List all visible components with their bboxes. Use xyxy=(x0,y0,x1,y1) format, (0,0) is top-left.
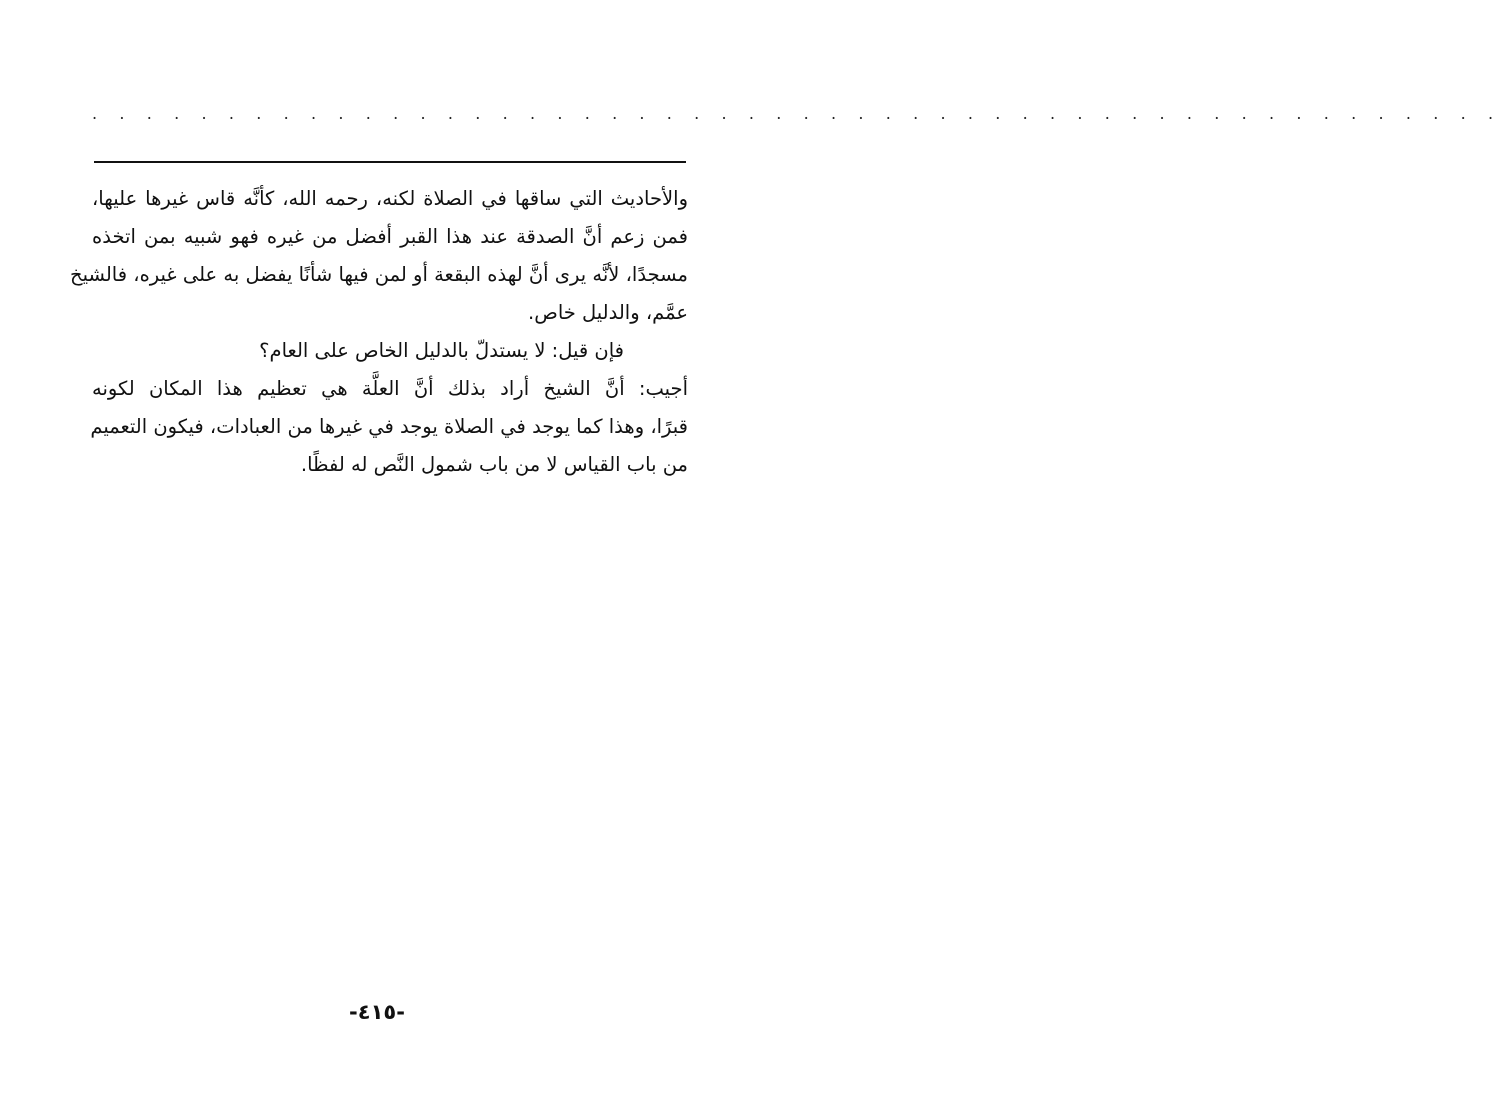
question-line: فإن قيل: لا يستدلّ بالدليل الخاص على العام؟ xyxy=(259,339,624,362)
dotted-separator: . . . . . . . . . . . . . . . . . . . . . . . . . . . . . . . . . . . . . . . . . . . . . . . . . . . . xyxy=(92,104,1502,123)
text-line: من باب القياس لا من باب شمول النَّص له لفظًا. xyxy=(300,453,688,476)
header-rule xyxy=(94,161,686,163)
text-line: عمَّم، والدليل خاص. xyxy=(528,301,688,324)
page-number: -٤١٥- xyxy=(349,1000,405,1024)
text-line: أجيب: أنَّ الشيخ أراد بذلك أنَّ العلَّة هي تعظيم هذا المكان لكونه xyxy=(92,377,688,400)
text-line: فمن زعم أنَّ الصدقة عند هذا القبر أفضل من غيره فهو شبيه بمن اتخذه xyxy=(92,225,688,248)
main-text xyxy=(70,180,688,484)
text-line: مسجدًا، لأنَّه يرى أنَّ لهذه البقعة أو لمن فيها شأنًا يفضل به على غيره، فالشيخ xyxy=(70,263,688,286)
text-line: قبرًا، وهذا كما يوجد في الصلاة يوجد في غيرها من العبادات، فيكون التعميم xyxy=(90,415,688,438)
text-line: والأحاديث التي ساقها في الصلاة لكنه، رحمه الله، كأنَّه قاس غيرها عليها، xyxy=(92,187,688,210)
